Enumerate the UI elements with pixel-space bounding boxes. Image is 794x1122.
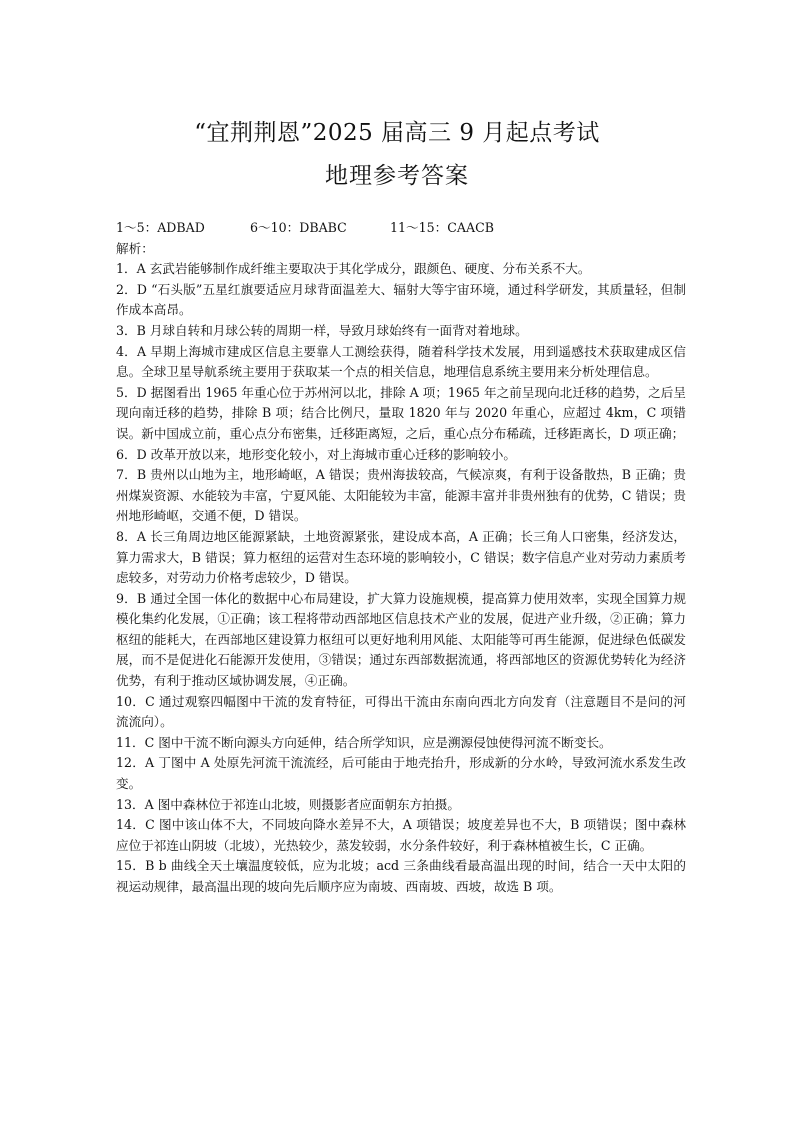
answer-group-2: 6～10：DBABC [250, 220, 347, 235]
exam-title: “宜荆荆恩”2025 届高三 9 月起点考试 [194, 120, 600, 146]
analysis-label: 解析： [116, 240, 154, 256]
analysis-item: 13．A 图中森林位于祁连山北坡，则摄影者应面朝东方拍摄。 [116, 796, 460, 812]
analysis-item: 5．D 据图看出 1965 年重心位于苏州河以北，排除 A 项；1965 年之前呈现向北迁移的趋势，之后呈现向南迁移的趋势，排除 B 项；结合比例尺，量取 1820 年与 2020 年重心，应超过 4km，C 项错误。新中国成立前，重心点分布密集，迁移距离短，之后，重心点分布稀疏，迁移距离长，D 项正确； [116, 384, 686, 441]
analysis-item: 7．B 贵州以山地为主，地形崎岖，A 错误；贵州海拔较高，气候凉爽，有利于设备散热，B 正确；贵州煤炭资源、水能较为丰富，宁夏风能、太阳能较为丰富，能源丰富并非贵州独有的优势，C 错误；贵州地形崎岖，交通不便，D 错误。 [116, 467, 686, 524]
analysis-item: 10．C 通过观察四幅图中干流的发育特征，可得出干流由东南向西北方向发育（注意题目不是问的河流流向）。 [116, 693, 686, 730]
analysis-item: 1．A 玄武岩能够制作成纤维主要取决于其化学成分，跟颜色、硬度、分布关系不大。 [116, 261, 591, 277]
analysis-item: 6．D 改革开放以来，地形变化较小，对上海城市重心迁移的影响较小。 [116, 446, 516, 462]
analysis-item: 3．B 月球自转和月球公转的周期一样，导致月球始终有一面背对着地球。 [116, 322, 528, 338]
analysis-item: 12．A 丁图中 A 处原先河流干流流经，后可能由于地壳抬升，形成新的分水岭，导致河流水系发生改变。 [116, 755, 686, 792]
analysis-item: 2．D “石头版”五星红旗要适应月球背面温差大、辐射大等宇宙环境，通过科学研发，其质量轻，但制作成本高昂。 [116, 281, 686, 318]
answer-group-3: 11～15：CAACB [390, 220, 494, 235]
answer-group-1: 1～5：ADBAD [116, 220, 205, 235]
answer-key-row [116, 218, 686, 239]
analysis-item: 8．A 长三角周边地区能源紧缺，土地资源紧张，建设成本高，A 正确；长三角人口密集，经济发达，算力需求大，B 错误；算力枢纽的运营对生态环境的影响较小，C 错误；数字信息产业对劳动力素质考虑较多，对劳动力价格考虑较少，D 错误。 [116, 528, 686, 586]
analysis-item: 11．C 图中干流不断向源头方向延伸，结合所学知识，应是溯源侵蚀使得河流不断变长。 [116, 734, 612, 750]
exam-subtitle: 地理参考答案 [325, 163, 469, 189]
answer-content [116, 218, 686, 898]
analysis-item: 15．B b 曲线全天土壤温度较低，应为北坡；acd 三条曲线看最高温出现的时间，结合一天中太阳的视运动规律，最高温出现的坡向先后顺序应为南坡、西南坡、西坡，故选 B 项。 [116, 858, 686, 894]
analysis-item: 9．B 通过全国一体化的数据中心布局建设，扩大算力设施规模，提高算力使用效率，实现全国算力规模化集约化发展，①正确；该工程将带动西部地区信息技术产业的发展，促进产业升级，②正确；算力枢纽的能耗大，在西部地区建设算力枢纽可以更好地利用风能、太阳能等可再生能源，促进绿色低碳发展，而不是促进化石能源开发使用，③错误；通过东西部数据流通，将西部地区的资源优势转化为经济优势，有利于推动区域协调发展，④正确。 [116, 590, 686, 689]
analysis-item: 14．C 图中该山体不大，不同坡向降水差异不大，A 项错误；坡度差异也不大，B 项错误；图中森林应位于祁连山阴坡（北坡），光热较少，蒸发较弱，水分条件较好，利于森林植被生长，C 正确。 [116, 817, 686, 853]
analysis-item: 4．A 早期上海城市建成区信息主要靠人工测绘获得，随着科学技术发展，用到遥感技术获取建成区信息。全球卫星导航系统主要用于获取某一个点的相关信息，地理信息系统主要用来分析处理信息。 [116, 343, 686, 380]
